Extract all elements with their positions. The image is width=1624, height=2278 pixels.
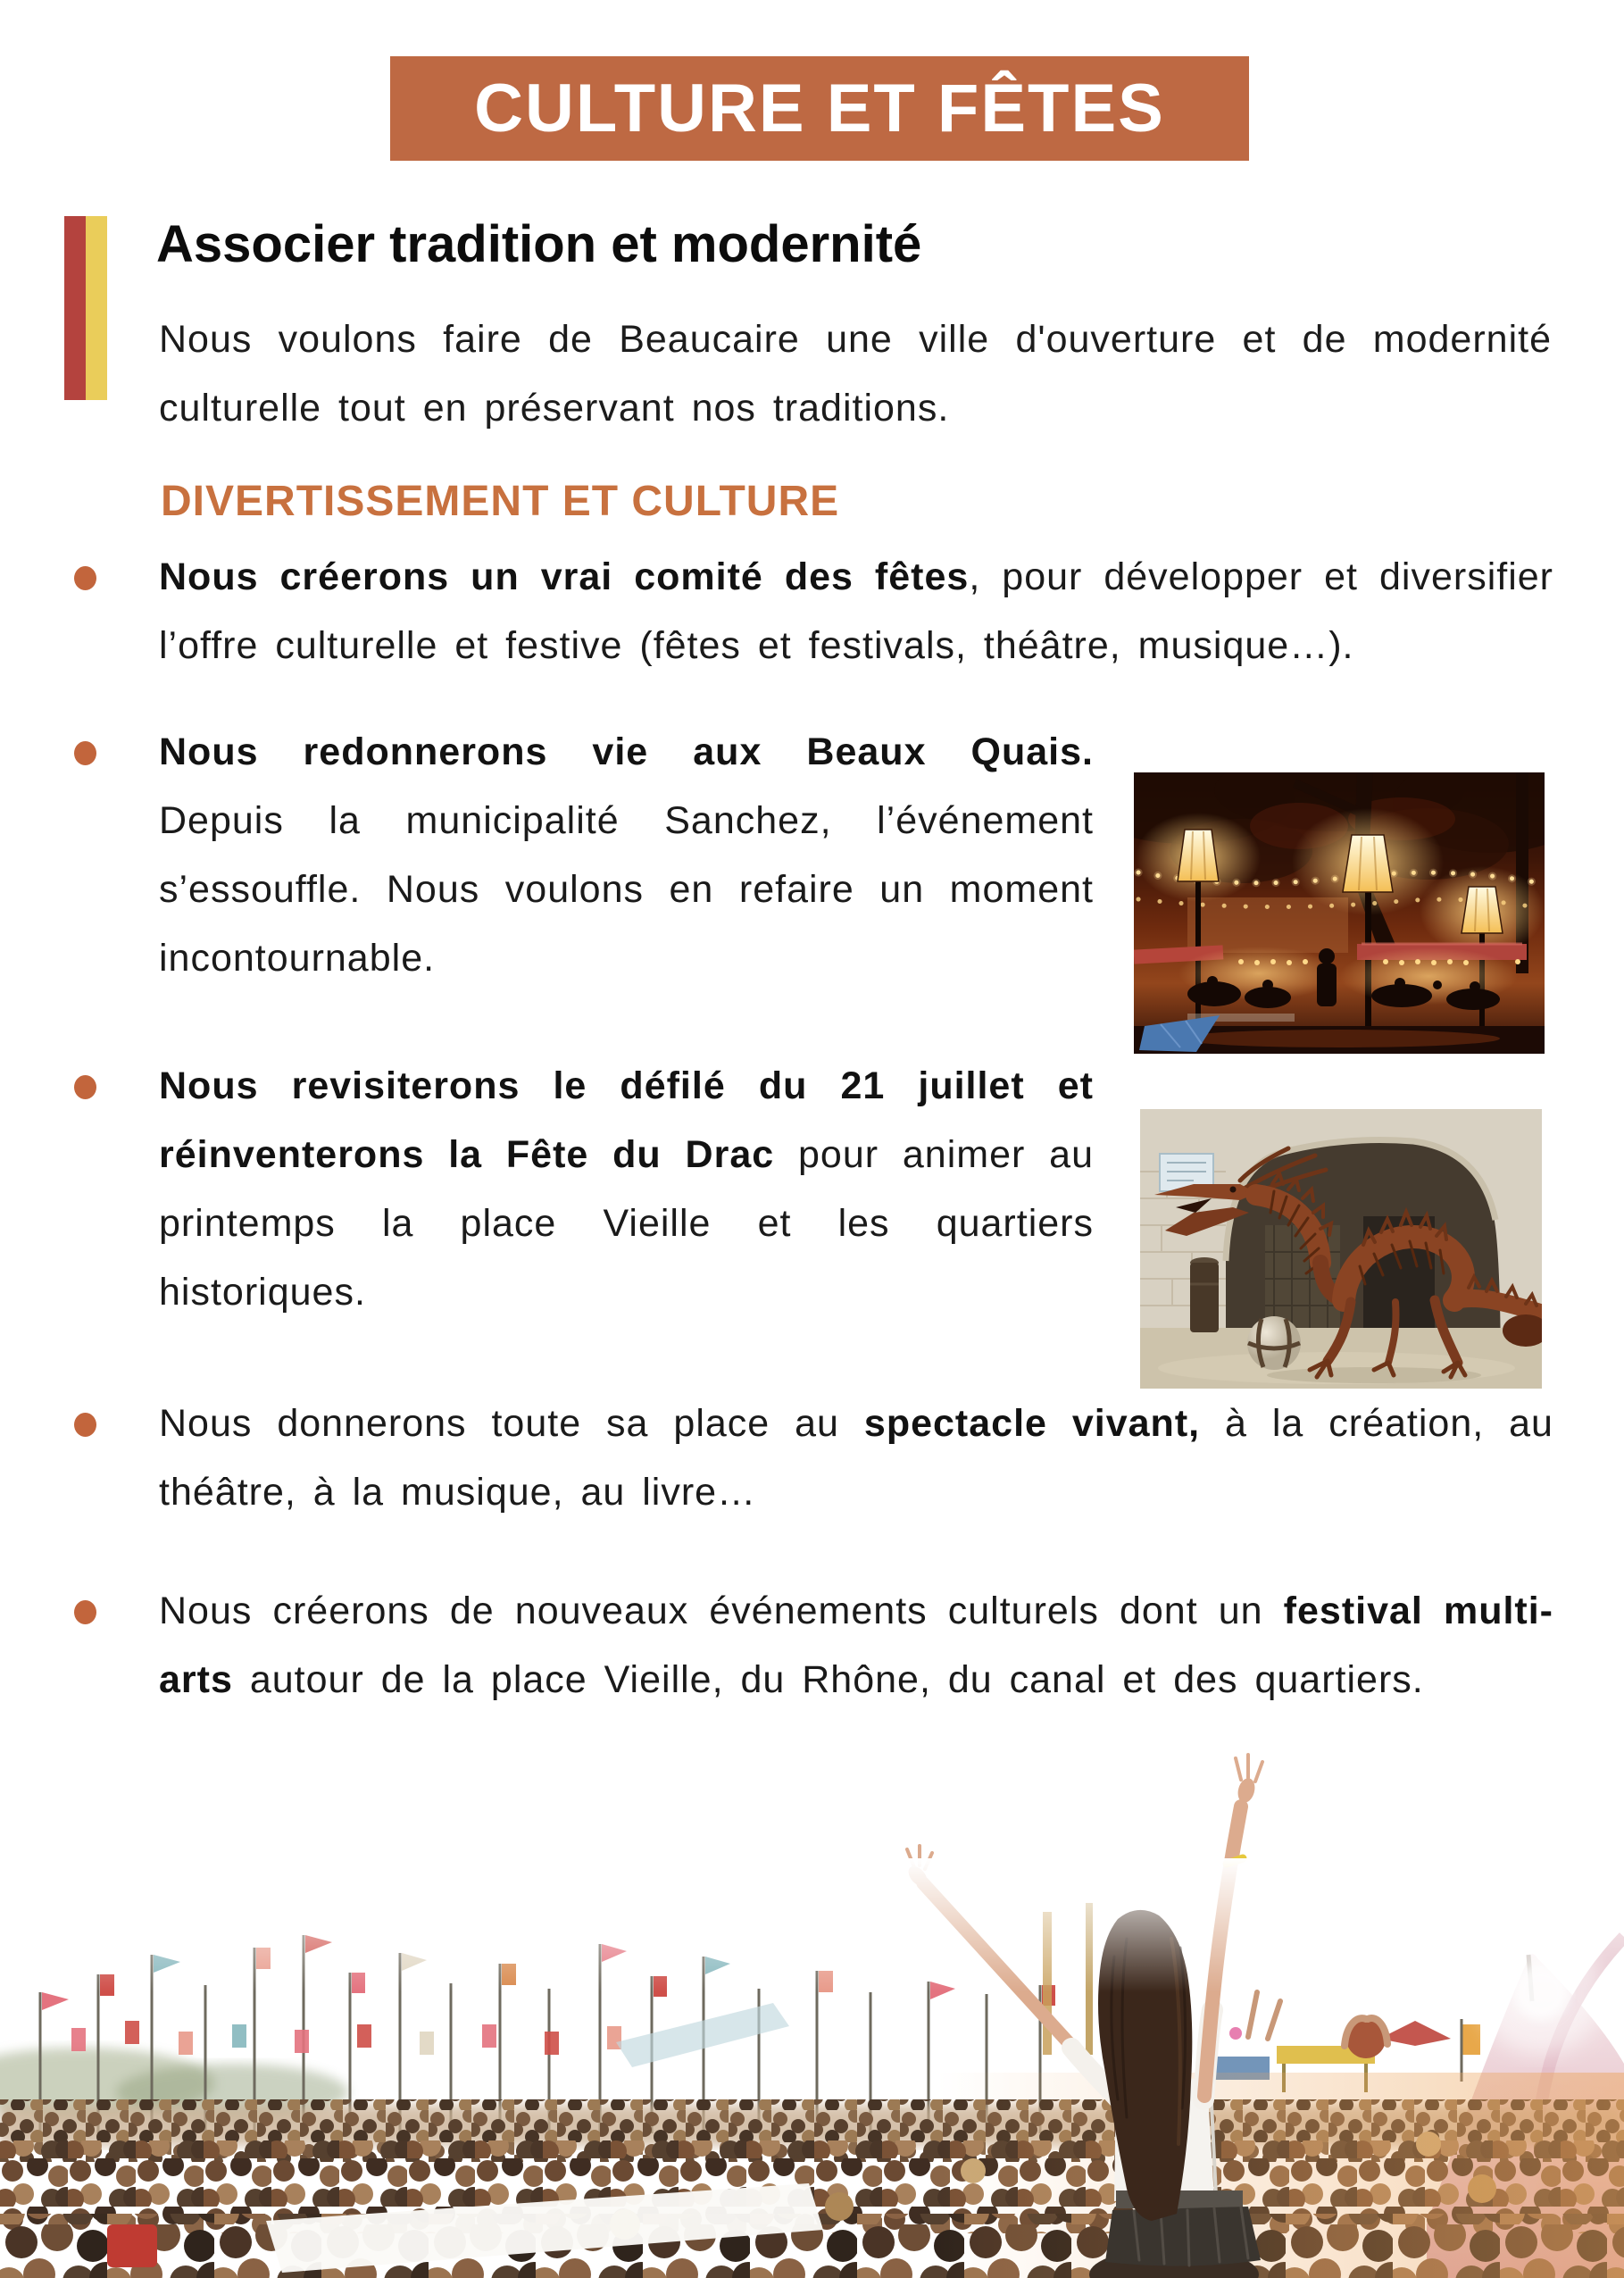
section-heading: DIVERTISSEMENT ET CULTURE xyxy=(161,478,840,525)
bullet-item-spectacle-vivant xyxy=(159,1389,1553,1527)
bullet-text-bold: spectacle vivant, xyxy=(863,1402,1201,1445)
accent-bar-red xyxy=(64,216,86,400)
bullet-dot-icon xyxy=(74,1413,96,1437)
bullet-text: , pour développer et diversifier l’offre culturelle et festive (fêtes et festivals, théâtre, musique…). xyxy=(159,555,1553,667)
bullet-text: à la création, au théâtre, à la musique, au livre… xyxy=(159,1402,1553,1514)
bullet-text: Nous donnerons toute sa place au xyxy=(159,1402,864,1445)
night-market-photo xyxy=(1134,772,1545,1054)
festival-crowd-photo xyxy=(0,1724,1624,2278)
bullet-dot-icon xyxy=(74,1075,96,1099)
accent-bar xyxy=(64,216,107,400)
bullet-item-fete-du-drac xyxy=(159,1052,1094,1327)
section-banner xyxy=(390,56,1249,161)
drac-statue-illustration xyxy=(1140,1109,1542,1389)
bullet-item-comite-des-fetes xyxy=(159,543,1553,680)
bullet-item-festival-multi-arts xyxy=(159,1577,1553,1715)
bullet-text-bold: Nous revisiterons le défilé du 21 juillet et réinventerons la Fête du Drac xyxy=(159,1064,1094,1176)
bullet-item-beaux-quais xyxy=(159,718,1094,993)
banner-title: CULTURE ET FÊTES xyxy=(474,71,1165,146)
bullet-dot-icon xyxy=(74,1600,96,1624)
night-market-illustration xyxy=(1134,772,1545,1054)
bullet-text-bold: Nous créerons un vrai comité des fêtes xyxy=(159,555,970,598)
bullet-text: autour de la place Vieille, du Rhône, du canal et des quartiers. xyxy=(232,1658,1424,1701)
bullet-dot-icon xyxy=(74,741,96,765)
bullet-text: pour animer au printemps la place Vieille et les quartiers historiques. xyxy=(159,1133,1094,1314)
accent-bar-yellow xyxy=(86,216,107,400)
bullet-text-bold: festival multi-arts xyxy=(159,1590,1553,1701)
intro-paragraph: Nous voulons faire de Beaucaire une ville d'ouverture et de modernité culturelle tout en préservant nos traditions. xyxy=(159,318,1552,430)
drac-statue-photo xyxy=(1140,1109,1542,1389)
bullet-text: Nous créerons de nouveaux événements culturels dont un xyxy=(159,1590,1284,1632)
bullet-text-bold: Nous redonnerons vie aux Beaux Quais. xyxy=(159,730,1094,773)
page-title: Associer tradition et modernité xyxy=(156,215,922,273)
festival-crowd-illustration xyxy=(0,1724,1624,2278)
bullet-text: Depuis la municipalité Sanchez, l’événement s’essouffle. Nous voulons en refaire un moment incontournable. xyxy=(159,799,1094,980)
bullet-dot-icon xyxy=(74,566,96,590)
